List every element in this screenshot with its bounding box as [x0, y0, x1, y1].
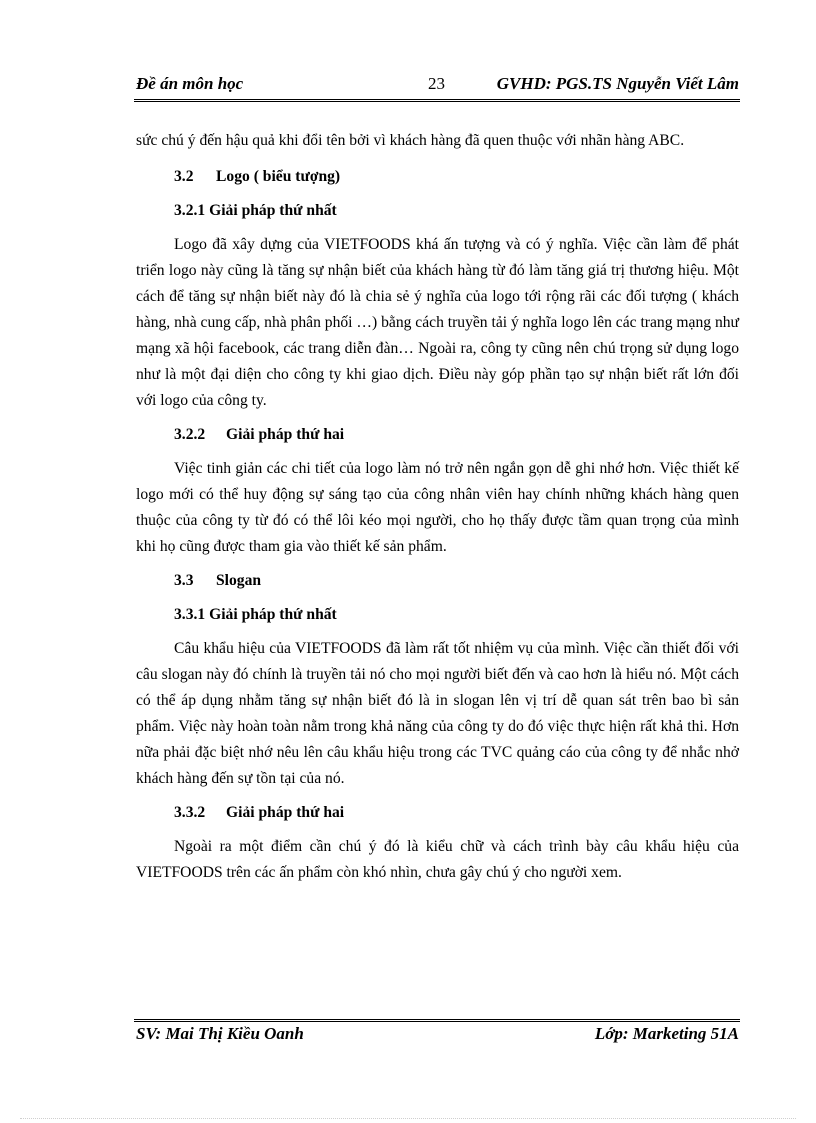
page-number: 23	[428, 74, 445, 93]
header-advisor: GVHD: PGS.TS Nguyễn Viết Lâm	[496, 74, 739, 93]
paragraph-intro: sức chú ý đến hậu quả khi đổi tên bởi vì khách hàng đã quen thuộc với nhãn hàng ABC.	[136, 132, 685, 149]
page-bottom-edge	[20, 1118, 796, 1119]
section-heading-3-3-2	[136, 800, 739, 826]
section-heading-3-3	[136, 568, 739, 594]
header-divider	[134, 99, 740, 102]
section-number: 3.3	[174, 572, 194, 589]
section-title: Giải pháp thứ nhất	[209, 606, 337, 623]
section-title: Giải pháp thứ hai	[226, 804, 345, 821]
section-number: 3.2	[174, 168, 194, 185]
section-number: 3.3.2	[174, 804, 206, 821]
paragraph-3-3-1: Câu khẩu hiệu của VIETFOODS đã làm rất tốt nhiệm vụ của mình. Việc cần thiết đối với câu slogan này đó chính là truyền tải nó cho mọi người biết đến và cao hơn là hiểu nó. Một cách có thể áp dụng nhằm tăng sự nhận biết đó là in slogan lên vị trí dễ quan sát trên bao bì sản phẩm. Việc này hoàn toàn nằm trong khả năng của công ty do đó việc thực hiện rất khả thi. Hơn nữa phải đặc biệt nhớ nêu lên câu khẩu hiệu trong các TVC quảng cáo của công ty để nhắc nhở khách hàng đến sự tồn tại của nó.	[136, 640, 739, 787]
section-title: Giải pháp thứ hai	[226, 426, 345, 443]
section-title: Slogan	[216, 572, 262, 589]
section-number: 3.2.1	[174, 202, 206, 219]
page-header	[136, 74, 739, 100]
footer-class: Lớp: Marketing 51A	[594, 1024, 739, 1043]
section-heading-3-3-1	[136, 602, 739, 628]
paragraph-3-2-1: Logo đã xây dựng của VIETFOODS khá ấn tượng và có ý nghĩa. Việc cần làm để phát triển logo này cũng là tăng sự nhận biết của khách hàng từ đó làm tăng giá trị thương hiệu. Một cách để tăng sự nhận biết này đó là chia sẻ ý nghĩa của logo tới rộng rãi các đối tượng ( khách hàng, nhà cung cấp, nhà phân phối …) bằng cách truyền tải ý nghĩa logo lên các trang mạng như mạng xã hội facebook, các trang diễn đàn… Ngoài ra, công ty cũng nên chú trọng sử dụng logo như là một đại diện cho công ty khi giao dịch. Điều này góp phần tạo sự nhận biết rất lớn đối với logo của công ty.	[136, 236, 739, 409]
paragraph-3-3-2: Ngoài ra một điểm cần chú ý đó là kiểu chữ và cách trình bày câu khẩu hiệu của VIETFOODS trên các ấn phẩm còn khó nhìn, chưa gây chú ý cho người xem.	[136, 838, 739, 881]
footer-student-name: SV: Mai Thị Kiều Oanh	[136, 1024, 304, 1043]
section-number: 3.2.2	[174, 426, 206, 443]
document-body	[136, 128, 739, 886]
footer-divider	[134, 1019, 740, 1022]
header-course-title: Đề án môn học	[136, 74, 244, 93]
paragraph-3-2-2: Việc tinh giản các chi tiết của logo làm nó trở nên ngắn gọn dễ ghi nhớ hơn. Việc thiết kế logo mới có thể huy động sự sáng tạo của công nhân viên hay chính những khách hàng quen thuộc của công ty từ đó có thể lôi kéo mọi người, cho họ thấy được tầm quan trọng của mình khi họ cũng được tham gia vào thiết kế sản phẩm.	[136, 460, 739, 555]
section-number: 3.3.1	[174, 606, 206, 623]
section-title: Logo ( biểu tượng)	[216, 168, 341, 185]
section-heading-3-2-2	[136, 422, 739, 448]
section-title: Giải pháp thứ nhất	[209, 202, 337, 219]
section-heading-3-2	[136, 164, 739, 190]
section-heading-3-2-1	[136, 198, 739, 224]
